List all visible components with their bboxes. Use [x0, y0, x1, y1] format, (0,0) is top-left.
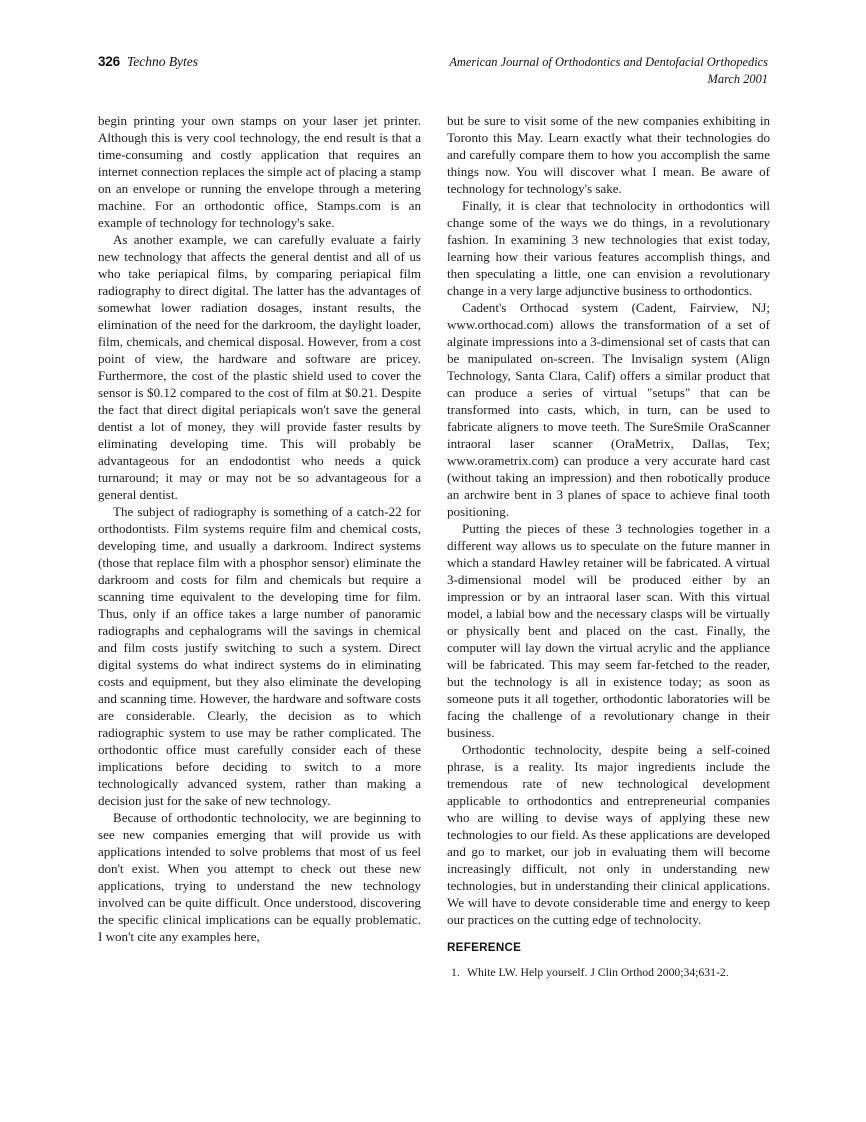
- paragraph: As another example, we can carefully evaluate a fairly new technology that affects the general dentist and all of us who take periapical films, by comparing periapical film radiography to direct digital. The latter has the advantages of somewhat lower radiation dosages, instant results, the elimination of the need for the darkroom, the daylight loader, film, chemicals, and chemical disposal. However, from a cost point of view, the hardware and software are pricey. Furthermore, the cost of the plastic shield used to cover the sensor is $0.12 compared to the cost of film at $0.21. Despite the fact that direct digital periapicals won't save the general dentist a lot of money, they will provide faster results by eliminating developing time. This will probably be advantageous for an endodontist who needs a quick turnaround; it may or may not be so advantageous for a general dentist.: [98, 232, 421, 502]
- page-number: 326: [98, 54, 120, 69]
- paragraph: The subject of radiography is something of a catch-22 for orthodontists. Film systems require film and chemical costs, developing time, and usually a darkroom. Indirect systems (those that replace film with a phosphor sensor) eliminate the darkroom and costs for film and chemicals but require a scanning time equivalent to the developing time for film. Thus, only if an office takes a large number of panoramic radiographs and cephalograms will the savings in chemical and film costs justify switching to such a system. Direct digital systems do what indirect systems do in eliminating costs and equipment, but they also eliminate the developing and scanning time. However, the hardware and software costs are considerable. Clearly, the decision as to which radiographic system to use may be rather complicated. The orthodontic office must carefully consider each of these implications before deciding to switch to a more technologically advanced system, rather than making a decision just for the sake of new technology.: [98, 504, 421, 808]
- paragraph: Because of orthodontic technolocity, we are beginning to see new companies emerging that will provide us with applications intended to solve problems that most of us feel don't exist. When you attempt to check out these new applications, trying to understand the new technology involved can be quite difficult. Once understood, discovering the specific clinical implications can be equally problematic. I won't cite any examples here,: [98, 810, 421, 944]
- paragraph: Orthodontic technolocity, despite being a self-coined phrase, is a reality. Its major ingredients include the tremendous rate of new technological development applicable to orthodontics and entrepreneurial companies who are willing to devise ways of applying these new technologies to our field. As these applications are developed and go to market, our job in evaluating them will become increasingly difficult, not only in understanding new technologies, but in understanding their clinical applications. We will have to devote considerable time and energy to keep our practices on the cutting edge of technolocity.: [447, 742, 770, 927]
- body-columns: [98, 112, 770, 980]
- paragraph: but be sure to visit some of the new companies exhibiting in Toronto this May. Learn exactly what their technologies do and carefully compare them to how you accomplish the same things now. You will discover what I mean. Be aware of technology for technology's sake.: [447, 113, 770, 196]
- paragraph: begin printing your own stamps on your laser jet printer. Although this is very cool technology, the end result is that a time-consuming and costly application that requires an internet connection replaces the simple act of placing a stamp on an envelope or running the envelope through a metering machine. For an orthodontic office, Stamps.com is an example of technology for technology's sake.: [98, 113, 421, 230]
- reference-text: White LW. Help yourself. J Clin Orthod 2000;34;631-2.: [467, 966, 729, 979]
- paragraph: Cadent's Orthocad system (Cadent, Fairview, NJ; www.orthocad.com) allows the transformation of a set of alginate impressions into a 3-dimensional set of casts that can be manipulated on-screen. The Invisalign system (Align Technology, Santa Clara, Calif) offers a similar product that can produce a series of virtual "setups" that can be transformed into casts, which, in turn, can be used to fabricate aligners to move teeth. The SureSmile OraScanner intraoral laser scanner (OraMetrix, Dallas, Tex; www.orametrix.com) can produce a very accurate hard cast (without taking an impression) and then robotically produce an archwire bent in 3 planes of space to achieve final tooth positioning.: [447, 300, 770, 519]
- section-title: Techno Bytes: [126, 54, 199, 69]
- running-head-left: [98, 54, 198, 70]
- left-column: [98, 112, 421, 980]
- running-head: [98, 54, 768, 88]
- paragraph: Finally, it is clear that technolocity in orthodontics will change some of the ways we do things, in a revolutionary fashion. In examining 3 new technologies that exist today, learning how their various features accomplish things, and then speculating a little, one can envision a revolutionary change in a very large adjunctive business to orthodontics.: [447, 198, 770, 298]
- running-head-right: [449, 54, 768, 88]
- reference-list: [447, 965, 770, 980]
- paragraph: Putting the pieces of these 3 technologies together in a different way allows us to speculate on the future manner in which a standard Hawley retainer will be fabricated. A virtual 3-dimensional model will be produced either by an impression or by an intraoral laser scan. With this virtual model, a labial bow and the necessary clasps will be virtually or physically bent and placed on the cast. Finally, the computer will lay down the virtual acrylic and the appliance will be fabricated. This may seem far-fetched to the reader, but the technology is all in existence today; as soon as someone puts it all together, orthodontic laboratories will be facing the challenge of a revolutionary change in their business.: [447, 521, 770, 740]
- journal-name: American Journal of Orthodontics and Dentofacial Orthopedics: [449, 55, 768, 69]
- reference-heading: REFERENCE: [447, 941, 522, 954]
- issue-date: March 2001: [707, 71, 768, 86]
- reference-number: 1.: [451, 966, 460, 979]
- right-column: [447, 112, 770, 980]
- reference-item: [447, 965, 770, 980]
